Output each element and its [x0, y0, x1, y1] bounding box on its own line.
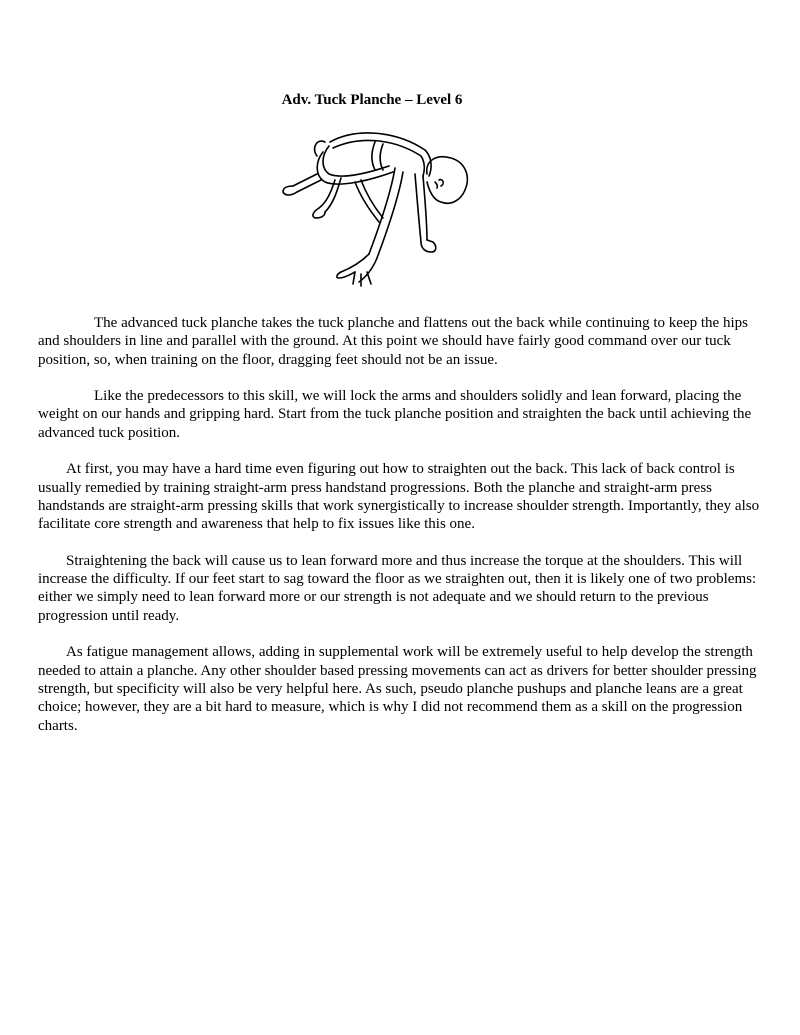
- paragraph-2: Like the predecessors to this skill, we will lock the arms and shoulders solidly and lean forward, placing the weight on our hands and gripping hard. Start from the tuck planche position and straighten the back until achieving the advanced tuck position.: [38, 388, 752, 441]
- paragraph-4: Straightening the back will cause us to lean forward more and thus increase the torque at the shoulders. This will increase the difficulty. If our feet start to sag toward the floor as we straighten out, then it is likely one of two problems: either we simply need to lean forward more or our strength is not adequate and we should return to the previous progression until ready.: [38, 552, 757, 624]
- paragraph-1: The advanced tuck planche takes the tuck planche and flattens out the back while continuing to keep the hips and shoulders in line and parallel with the ground. At this point we should have fairly good command over our tuck position, so, when training on the floor, dragging feet should not be an issue.: [38, 315, 748, 368]
- tuck-planche-figure-icon: [275, 122, 475, 294]
- body-text: [38, 314, 760, 753]
- paragraph-5: As fatigue management allows, adding in supplemental work will be extremely useful to help develop the strength needed to attain a planche. Any other shoulder based pressing movements can act as drivers for better shoulder pressing strength, but specificity will also be very helpful here. As such, pseudo planche pushups and planche leans are a great choice; however, they are a bit hard to measure, which is why I did not recommend them as a skill on the progression charts.: [38, 644, 757, 734]
- page-title: Adv. Tuck Planche – Level 6: [281, 92, 463, 108]
- paragraph-3: At first, you may have a hard time even figuring out how to straighten out the back. This lack of back control is usually remedied by training straight-arm press handstand progressions. Both the planche and straight-arm press handstands are straight-arm pressing skills that work synergistically to increase shoulder strength. Importantly, they also facilitate core strength and awareness that help to fix issues like this one.: [38, 461, 760, 533]
